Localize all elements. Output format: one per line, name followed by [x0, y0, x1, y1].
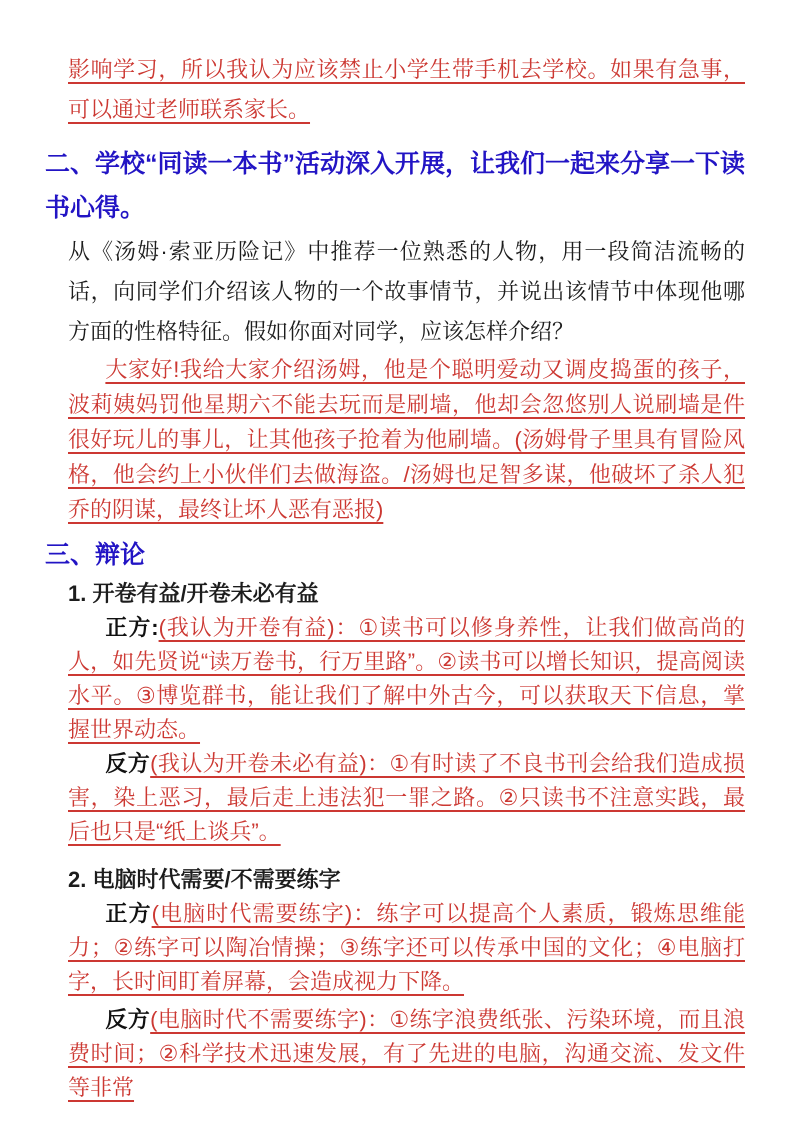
debate-1-title: 1. 开卷有益/开卷未必有益: [68, 581, 319, 606]
debate-1-con-paragraph: [68, 747, 745, 849]
debate-1-con-text: (我认为开卷未必有益)：①有时读了不良书刊会给我们造成损害，染上恶习，最后走上违法犯一罪之路。②只读书不注意实践，最后也只是“纸上谈兵”。: [68, 751, 745, 844]
debate-2-title: 2. 电脑时代需要/不需要练字: [68, 867, 341, 892]
debate-1-con-label: 反方: [105, 751, 151, 776]
debate-1-pro-paragraph: [68, 611, 745, 747]
debate-2-pro-paragraph: [68, 897, 745, 999]
section-two-answer-paragraph: [68, 352, 745, 527]
section-two-prompt: 从《汤姆·索亚历险记》中推荐一位熟悉的人物，用一段简洁流畅的话，向同学们介绍该人物的一个故事情节，并说出该情节中体现他哪方面的性格特征。假如你面对同学，应该怎样介绍？: [68, 239, 745, 344]
debate-1-pro-label: 正方:: [105, 615, 159, 640]
debate-1-pro-text: (我认为开卷有益)：①读书可以修身养性，让我们做高尚的人，如先贤说“读万卷书，行万里路”。②读书可以增长知识，提高阅读水平。③博览群书，能让我们了解中外古今，可以获取天下信息，掌握世界动态。: [68, 615, 745, 742]
debate-2-con-label: 反方: [105, 1007, 151, 1032]
section-two-answer-text: 大家好!我给大家介绍汤姆，他是个聪明爱动又调皮捣蛋的孩子，波莉姨妈罚他星期六不能去玩而是刷墙，他却会忽悠别人说刷墙是件很好玩儿的事儿，让其他孩子抢着为他刷墙。(汤姆骨子里具有冒险风格，他会约上小伙伴们去做海盗。/汤姆也足智多谋，他破坏了杀人犯乔的阴谋，最终让坏人恶有恶报): [68, 357, 745, 522]
debate-2-con-paragraph: [68, 1003, 745, 1105]
debate-2-pro-text: (电脑时代需要练字)：练字可以提高个人素质，锻炼思维能力；②练字可以陶冶情操；③练字还可以传承中国的文化；④电脑打字，长时间盯着屏幕，会造成视力下降。: [68, 901, 745, 994]
carryover-answer-paragraph: [68, 50, 745, 130]
carryover-answer-text: 影响学习，所以我认为应该禁止小学生带手机去学校。如果有急事，可以通过老师联系家长。: [68, 57, 745, 122]
debate-2-pro-label: 正方: [105, 901, 152, 926]
section-two-heading: 二、学校“同读一本书”活动深入开展，让我们一起来分享一下读书心得。: [45, 150, 746, 222]
section-three-heading: 三、辩论: [45, 541, 146, 569]
debate-2-con-text: (电脑时代不需要练字)：①练字浪费纸张、污染环境，而且浪费时间；②科学技术迅速发展，有了先进的电脑，沟通交流、发文件等非常: [68, 1007, 745, 1100]
